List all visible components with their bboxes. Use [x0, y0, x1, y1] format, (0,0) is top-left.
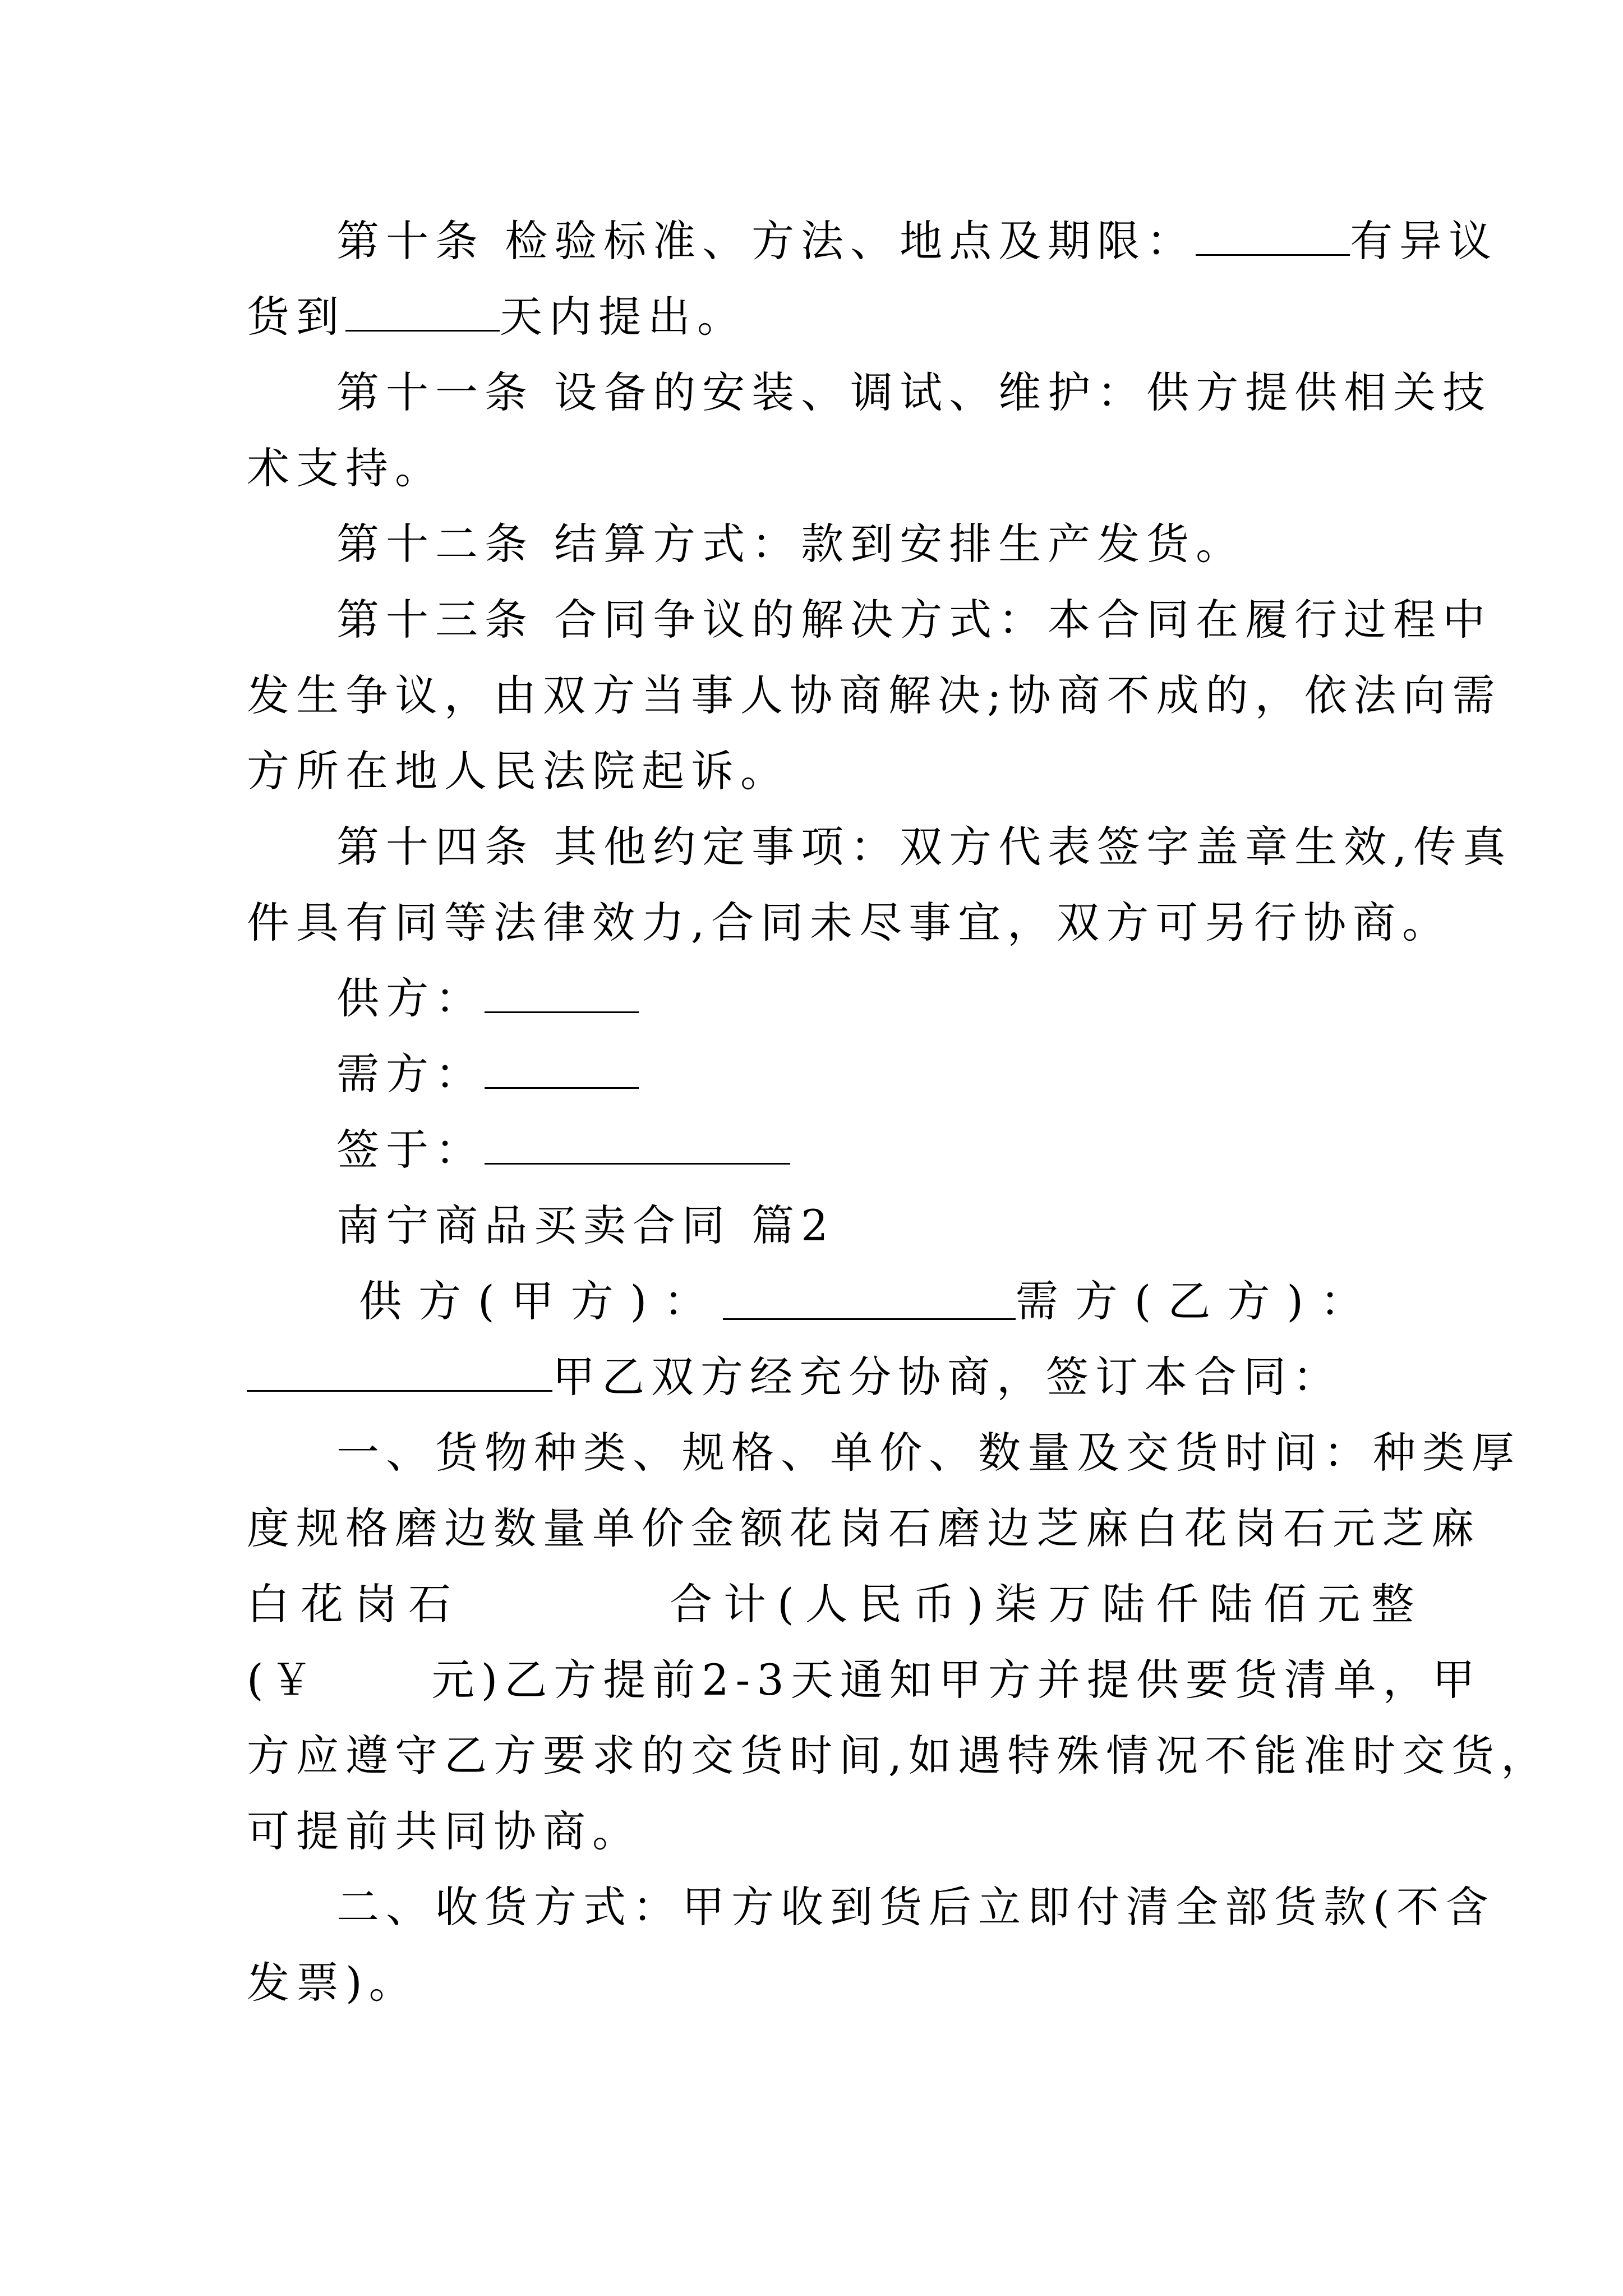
buyer-blank [485, 1052, 639, 1089]
party-b-label: 需方(乙方)： [1015, 1276, 1380, 1326]
parties-line-2 [247, 1349, 1342, 1405]
article-13-line-1: 第十三条 合同争议的解决方式：本合同在履行过程中 [336, 595, 1492, 645]
item-1-line-3 [247, 1576, 1426, 1632]
buyer-label: 需方： [336, 1049, 485, 1099]
party-a-label: 供方(甲方)： [359, 1276, 723, 1326]
item-1-granite: 白花岗石 [247, 1579, 462, 1629]
item-1-total: 合计(人民币)柒万陆仟陆佰元整 [670, 1579, 1426, 1629]
article-10-line-1 [336, 213, 1498, 269]
item-1-yen: (￥ [247, 1655, 320, 1705]
signed-at-label: 签于： [336, 1125, 485, 1175]
agreement-text: 甲乙双方经充分协商，签订本合同： [552, 1352, 1342, 1402]
inspection-blank [1196, 219, 1350, 256]
section-2-title: 南宁商品买卖合同 篇2 [336, 1200, 835, 1250]
item-1-line-2: 度规格磨边数量单价金额花岗石磨边芝麻白花岗石元芝麻 [247, 1503, 1481, 1553]
article-10-days: 天内提出。 [500, 292, 746, 342]
article-10-goods-arrive: 货到 [247, 292, 345, 342]
supplier-signature [336, 970, 639, 1027]
article-10-text: 第十条 检验标准、方法、地点及期限： [336, 216, 1196, 266]
item-1-line-4 [247, 1652, 1482, 1708]
article-11-line-1: 第十一条 设备的安装、调试、维护：供方提供相关技 [336, 367, 1492, 417]
item-1-line-1: 一、货物种类、规格、单价、数量及交货时间：种类厚 [336, 1428, 1521, 1478]
item-1-line-6: 可提前共同协商。 [247, 1806, 642, 1856]
article-10-objection: 有异议 [1350, 216, 1498, 266]
parties-line-1 [359, 1273, 1380, 1329]
item-2-line-2: 发票)。 [247, 1958, 418, 2008]
article-14-line-2: 件具有同等法律效力,合同未尽事宜，双方可另行协商。 [247, 898, 1452, 947]
days-blank [345, 295, 500, 332]
article-14-line-1: 第十四条 其他约定事项：双方代表签字盖章生效,传真 [336, 822, 1513, 872]
article-13-line-3: 方所在地人民法院起诉。 [247, 746, 790, 796]
party-b-blank [247, 1355, 552, 1392]
signed-at [336, 1122, 790, 1178]
signed-at-blank [485, 1128, 790, 1165]
supplier-label: 供方： [336, 973, 485, 1023]
article-12-line-1: 第十二条 结算方式：款到安排生产发货。 [336, 519, 1246, 569]
item-1-notice: 元)乙方提前2-3天通知甲方并提供要货清单，甲 [431, 1655, 1482, 1705]
article-10-line-2 [247, 289, 746, 345]
party-a-blank [723, 1283, 1015, 1320]
item-1-line-5: 方应遵守乙方要求的交货时间,如遇特殊情况不能准时交货， [247, 1731, 1551, 1780]
item-2-line-1: 二、收货方式：甲方收到货后立即付清全部货款(不含 [336, 1882, 1495, 1932]
supplier-blank [485, 977, 639, 1013]
article-13-line-2: 发生争议，由双方当事人协商解决;协商不成的，依法向需 [247, 670, 1502, 720]
article-11-line-2: 术支持。 [247, 443, 444, 493]
buyer-signature [336, 1046, 639, 1102]
